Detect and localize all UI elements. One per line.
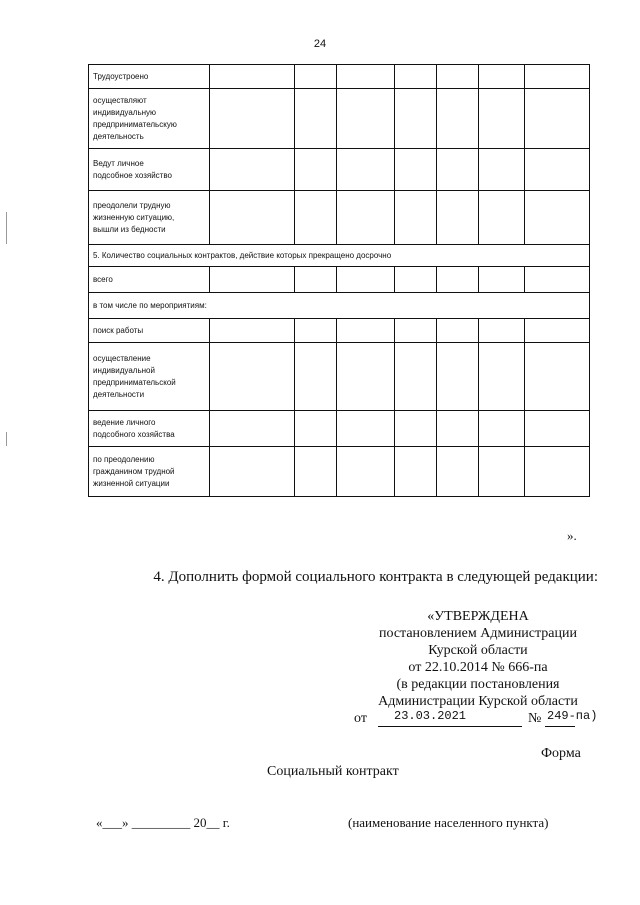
- table-cell: [337, 411, 395, 447]
- table-cell: [295, 411, 337, 447]
- table-cell: [337, 447, 395, 497]
- table-cell: [525, 149, 590, 191]
- approval-block: [340, 608, 616, 730]
- approval-line: Курской области: [428, 643, 528, 658]
- table-cell: [295, 191, 337, 245]
- report-table: [88, 64, 590, 497]
- table-cell: [295, 319, 337, 343]
- table-cell: [395, 89, 437, 149]
- table-cell: [479, 191, 525, 245]
- margin-mark: [6, 212, 7, 244]
- table-cell: [437, 149, 479, 191]
- table-row: [89, 293, 590, 319]
- table-row: [89, 191, 590, 245]
- table-cell: [210, 411, 295, 447]
- table-row-label: всего: [89, 267, 210, 293]
- table-cell: [210, 89, 295, 149]
- table-row-label: по преодолению гражданином трудной жизненной ситуации: [89, 447, 210, 497]
- table-cell: [479, 65, 525, 89]
- table-row: [89, 343, 590, 411]
- table-cell: [437, 89, 479, 149]
- table-row: [89, 267, 590, 293]
- document-title: Социальный контракт: [267, 764, 399, 779]
- table-cell: [210, 447, 295, 497]
- date-value: 23.03.2021: [394, 709, 467, 723]
- table-cell: [337, 89, 395, 149]
- table-cell: [395, 191, 437, 245]
- margin-mark: [6, 432, 7, 446]
- table-cell: [295, 65, 337, 89]
- table-cell: [479, 267, 525, 293]
- approval-date-line: [340, 710, 616, 730]
- table-cell: [525, 65, 590, 89]
- date-underline: [378, 726, 522, 727]
- table-cell: [395, 319, 437, 343]
- place-name: (наименование населенного пункта): [348, 815, 549, 830]
- table-cell: [395, 343, 437, 411]
- table-cell: [395, 411, 437, 447]
- table-cell: [395, 267, 437, 293]
- table-cell: [525, 191, 590, 245]
- table-row-label: Трудоустроено: [89, 65, 210, 89]
- table-cell: [437, 191, 479, 245]
- table-row: [89, 319, 590, 343]
- number-prefix: №: [528, 711, 542, 726]
- table-cell: [210, 267, 295, 293]
- table-cell: [295, 89, 337, 149]
- table-row: [89, 89, 590, 149]
- table-row: [89, 245, 590, 267]
- table-cell: [479, 149, 525, 191]
- table-cell: [395, 447, 437, 497]
- table-section-label: в том числе по мероприятиям:: [89, 293, 590, 319]
- table-cell: [437, 267, 479, 293]
- table-cell: [210, 149, 295, 191]
- table-cell: [337, 267, 395, 293]
- table-row-label: преодолели трудную жизненную ситуацию, вышли из бедности: [89, 191, 210, 245]
- page-number: 24: [313, 38, 327, 50]
- table-cell: [337, 319, 395, 343]
- table-cell: [337, 343, 395, 411]
- approval-line: от 22.10.2014 № 666-па: [408, 660, 548, 675]
- table-cell: [437, 447, 479, 497]
- table-cell: [479, 343, 525, 411]
- table-cell: [295, 149, 337, 191]
- table-cell: [525, 447, 590, 497]
- table-cell: [210, 191, 295, 245]
- table-cell: [437, 65, 479, 89]
- date-prefix: от: [354, 711, 367, 726]
- table-cell: [437, 319, 479, 343]
- table-cell: [525, 343, 590, 411]
- table-cell: [479, 89, 525, 149]
- table-row-label: Ведут личное подсобное хозяйство: [89, 149, 210, 191]
- table-cell: [337, 191, 395, 245]
- table-cell: [210, 343, 295, 411]
- table-cell: [437, 411, 479, 447]
- table-cell: [437, 343, 479, 411]
- number-value: 249-па): [547, 709, 598, 723]
- table-row-label: осуществление индивидуальной предпринимательской деятельности: [89, 343, 210, 411]
- table-row-label: осуществляют индивидуальную предпринимательскую деятельность: [89, 89, 210, 149]
- table-cell: [395, 149, 437, 191]
- table-cell: [479, 447, 525, 497]
- table-cell: [337, 149, 395, 191]
- approval-line: постановлением Администрации: [379, 626, 577, 641]
- number-underline: [545, 726, 575, 727]
- amendment-paragraph: 4. Дополнить формой социального контракта в следующей редакции:: [153, 569, 598, 585]
- table-cell: [295, 343, 337, 411]
- form-label: Форма: [541, 746, 581, 761]
- table-cell: [295, 447, 337, 497]
- table-cell: [525, 267, 590, 293]
- closing-quote: ».: [567, 528, 577, 543]
- table-cell: [337, 65, 395, 89]
- table-section-label: 5. Количество социальных контрактов, действие которых прекращено досрочно: [89, 245, 590, 267]
- table-cell: [395, 65, 437, 89]
- table-cell: [295, 267, 337, 293]
- approval-line: (в редакции постановления: [396, 677, 560, 692]
- table-row: [89, 149, 590, 191]
- table-row: [89, 65, 590, 89]
- table-cell: [525, 319, 590, 343]
- table-cell: [479, 319, 525, 343]
- table-cell: [479, 411, 525, 447]
- signature-date: «___» _________ 20__ г.: [96, 815, 230, 830]
- table-cell: [210, 65, 295, 89]
- approval-line: «УТВЕРЖДЕНА: [427, 609, 529, 624]
- table-cell: [525, 411, 590, 447]
- table-row: [89, 447, 590, 497]
- table-row-label: ведение личного подсобного хозяйства: [89, 411, 210, 447]
- approval-line: Администрации Курской области: [378, 694, 578, 709]
- table-row: [89, 411, 590, 447]
- table-cell: [210, 319, 295, 343]
- table-cell: [525, 89, 590, 149]
- table-row-label: поиск работы: [89, 319, 210, 343]
